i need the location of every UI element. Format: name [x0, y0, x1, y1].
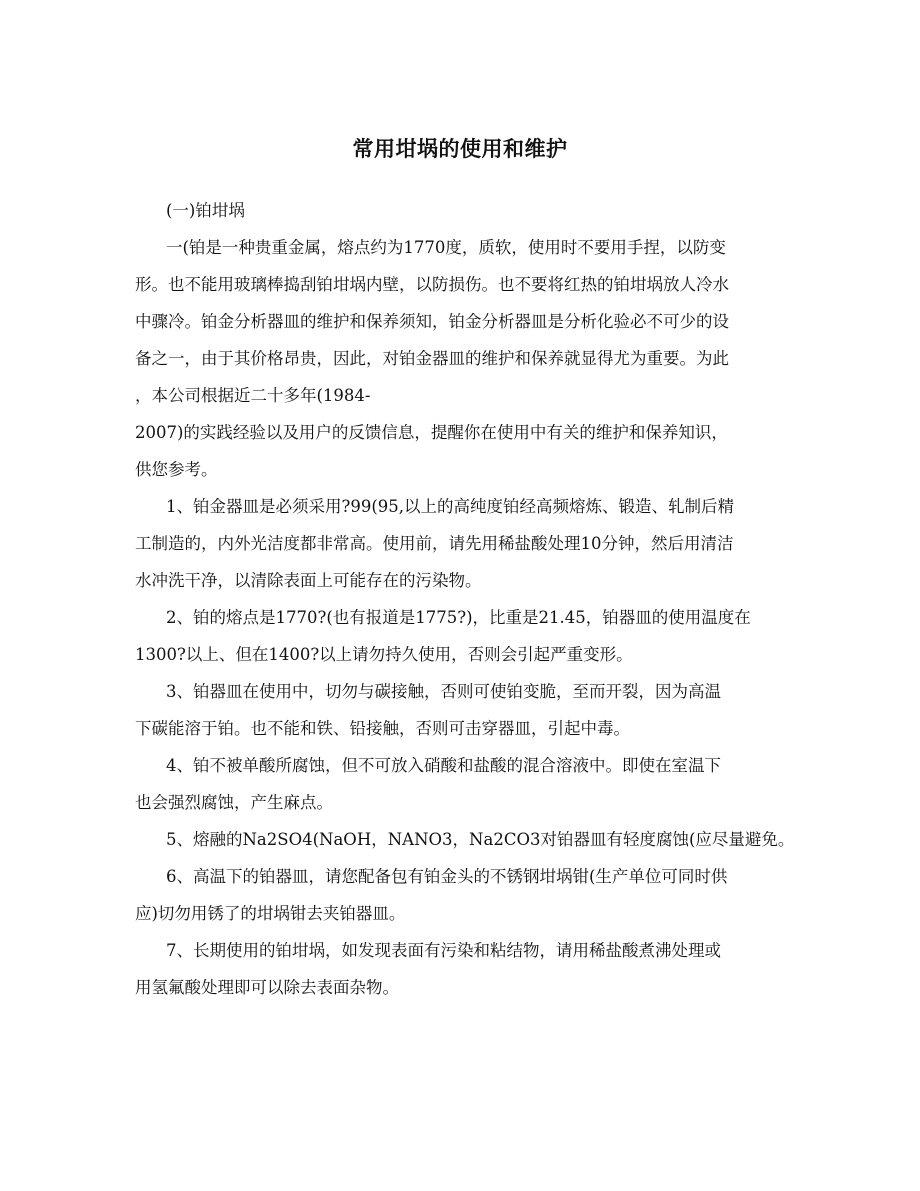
- document-title: 常用坩埚的使用和维护: [352, 136, 568, 161]
- list-item-line: 应)切勿用锈了的坩埚钳去夹铂器皿。: [135, 904, 406, 923]
- paragraph-line: 备之一，由于其价格昂贵，因此，对铂金器皿的维护和保养就显得尤为重要。为此: [135, 349, 729, 368]
- list-item-line: 6、高温下的铂器皿，请您配备包有铂金头的不锈钢坩埚钳(生产单位可同时供: [166, 867, 728, 886]
- list-item-line: 也会强烈腐蚀，产生麻点。: [135, 793, 333, 812]
- paragraph-line: 供您参考。: [135, 460, 218, 479]
- list-item-line: 工制造的，内外光洁度都非常高。使用前，请先用稀盐酸处理10分钟，然后用清洁: [135, 534, 734, 553]
- paragraph-line: 一(铂是一种贵重金属，熔点约为1770度，质软，使用时不要用手捏，以防变: [166, 238, 726, 257]
- paragraph-line: 形。也不能用玻璃棒捣刮铂坩埚内壁，以防损伤。也不要将红热的铂坩埚放人冷水: [135, 275, 729, 294]
- list-item-line: 3、铂器皿在使用中，切勿与碳接触，否则可使铂变脆，至而开裂，因为高温: [166, 682, 721, 701]
- list-item-line: 下碳能溶于铂。也不能和铁、铅接触，否则可击穿器皿，引起中毒。: [135, 719, 630, 738]
- list-item-line: 7、长期使用的铂坩埚，如发现表面有污染和粘结物，请用稀盐酸煮沸处理或: [166, 941, 721, 960]
- paragraph-line: 中骤冷。铂金分析器皿的维护和保养须知，铂金分析器皿是分析化验必不可少的设: [135, 312, 729, 331]
- list-item-line: 2、铂的熔点是1770?(也有报道是1775?)，比重是21.45，铂器皿的使用温度在: [166, 608, 751, 627]
- list-item-line: 5、熔融的Na2SO4(NaOH，NANO3，Na2CO3对铂器皿有轻度腐蚀(应尽量避免。: [166, 830, 795, 849]
- list-item-line: 用氢氟酸处理即可以除去表面杂物。: [135, 978, 399, 997]
- list-item-line: 1300?以上、但在1400?以上请勿持久使用，否则会引起严重变形。: [135, 645, 633, 664]
- paragraph-line: 2007)的实践经验以及用户的反馈信息，提醒你在使用中有关的维护和保养知识，: [135, 423, 728, 442]
- paragraph-line: ，本公司根据近二十多年(1984-: [135, 386, 371, 405]
- list-item-line: 4、铂不被单酸所腐蚀，但不可放入硝酸和盐酸的混合溶液中。即使在室温下: [166, 756, 721, 775]
- section-heading: (一)铂坩埚: [166, 201, 245, 220]
- list-item-line: 1、铂金器皿是必须采用?99(95,以上的高纯度铂经高频熔炼、锻造、轧制后精: [166, 497, 735, 516]
- list-item-line: 水冲洗干净，以清除表面上可能存在的污染物。: [135, 571, 482, 590]
